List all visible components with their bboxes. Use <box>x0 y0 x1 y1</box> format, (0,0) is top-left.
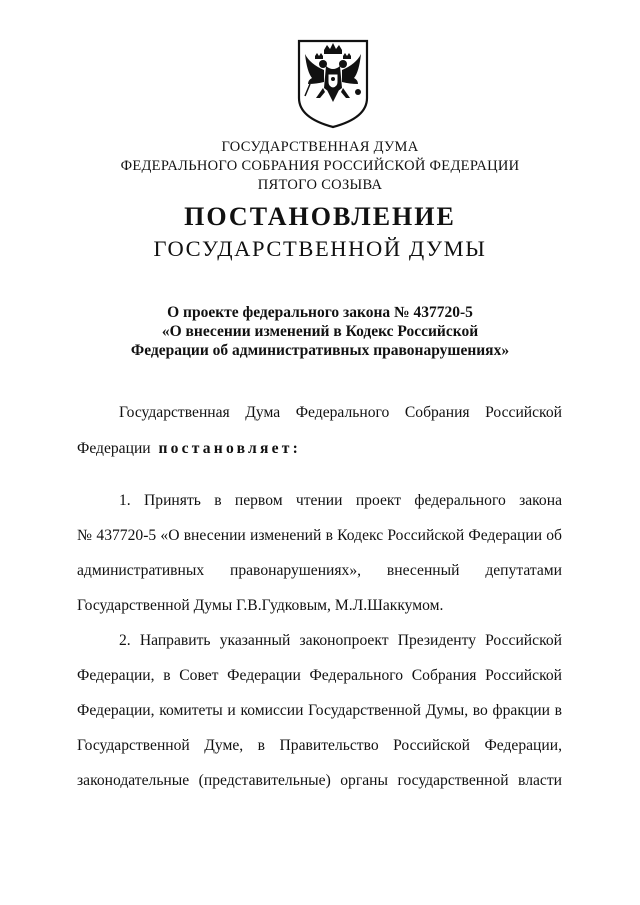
header-line-3: ПЯТОГО СОЗЫВА <box>257 177 383 193</box>
item2-line-1: 2. Направить указанный законопроект Президенту Российской <box>119 632 562 649</box>
preamble-line-2 <box>77 439 562 459</box>
subject-line-3: Федерации об административных правонарушениях» <box>130 342 510 359</box>
preamble-line-2-start: Федерации <box>77 440 151 457</box>
item1-line-4: Государственной Думы Г.В.Гудковым, М.Л.Шаккумом. <box>77 597 444 614</box>
preamble-line-1: Государственная Дума Федерального Собрания Российской <box>119 404 562 421</box>
item2-line-4: Государственной Думе, в Правительство Российской Федерации, <box>77 737 562 754</box>
item1-line-3: административных правонарушениях», внесенный депутатами <box>77 562 562 579</box>
header-line-1: ГОСУДАРСТВЕННАЯ ДУМА <box>221 139 419 155</box>
subject-line-1: О проекте федерального закона № 437720-5 <box>167 304 473 321</box>
item2-line-2: Федерации, в Совет Федерации Федерального Собрания Российской <box>77 667 562 684</box>
item1-line-1: 1. Принять в первом чтении проект федерального закона <box>119 492 562 509</box>
header-line-2: ФЕДЕРАЛЬНОГО СОБРАНИЯ РОССИЙСКОЙ ФЕДЕРАЦИИ <box>120 158 520 174</box>
document-subtitle: ГОСУДАРСТВЕННОЙ ДУМЫ <box>153 236 487 261</box>
subject-line-2: «О внесении изменений в Кодекс Российской <box>161 323 479 340</box>
item1-line-2: № 437720-5 «О внесении изменений в Кодекс Российской Федерации об <box>77 527 562 544</box>
resolves-keyword: постановляет: <box>158 440 301 457</box>
item2-line-5: законодательные (представительные) органы государственной власти <box>77 772 562 789</box>
document-title: ПОСТАНОВЛЕНИЕ <box>184 202 456 231</box>
item2-line-3: Федерации, комитеты и комиссии Государственной Думы, во фракции в <box>77 702 562 719</box>
coat-of-arms-icon <box>296 38 370 130</box>
